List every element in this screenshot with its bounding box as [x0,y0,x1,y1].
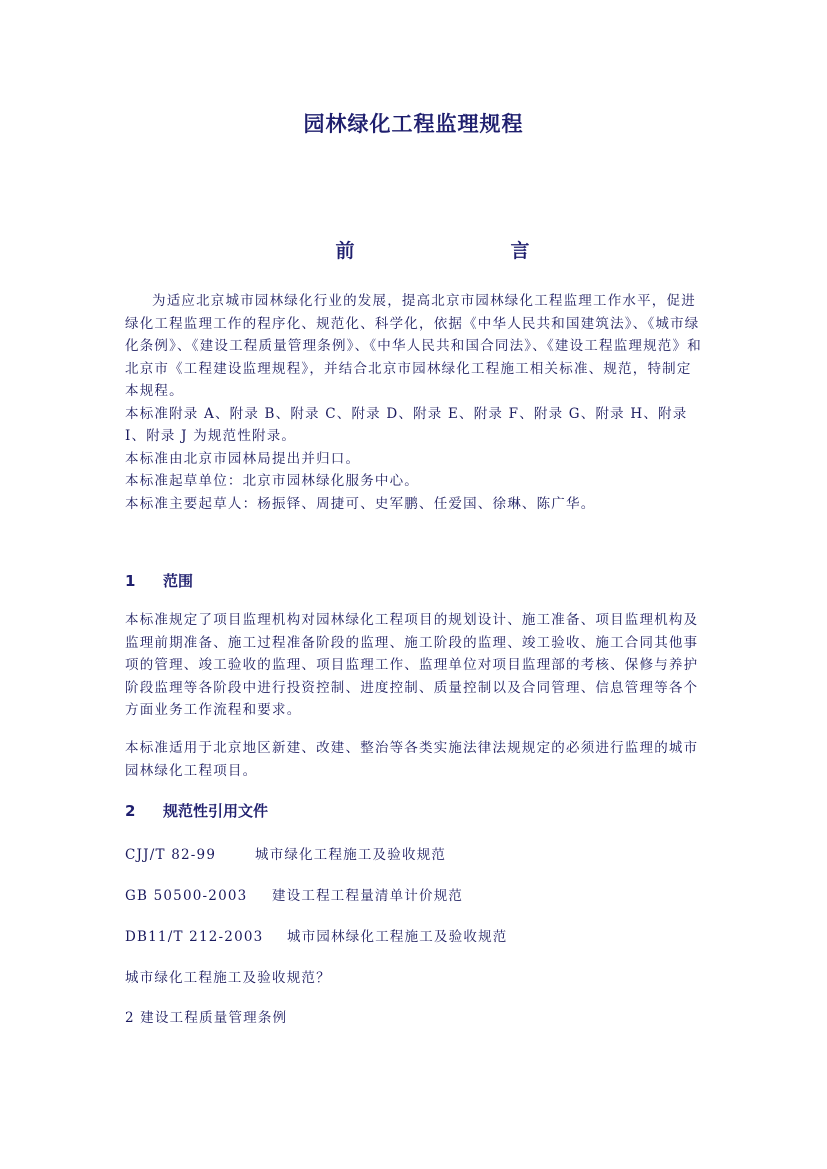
section-2-number: 2 [125,802,136,820]
preface-paragraph: 为适应北京城市园林绿化行业的发展，提高北京市园林绿化工程监理工作水平，促进绿化工程监理工作的程序化、规范化、科学化，依据《中华人民共和国建筑法》、《城市绿化条例》、《建设工程质量管理条例》、《中华人民共和国合同法》、《建设工程监理规范》和北京市《工程建设监理规程》，并结合北京市园林绿化工程施工相关标准、规范，特制定本规程。 [125,293,702,399]
document-title: 园林绿化工程监理规程 [303,112,524,136]
preface-heading-left: 前 [335,240,355,262]
section-1-heading [125,570,193,591]
preface-paragraph: 本标准起草单位：北京市园林绿化服务中心。 [125,473,419,489]
reference-item [125,843,446,863]
preface-paragraph: 本标准附录 A、附录 B、附录 C、附录 D、附录 E、附录 F、附录 G、附录 H、附录 I、附录 J 为规范性附录。 [125,405,688,444]
section-2-heading [125,800,268,821]
reference-item [125,925,508,945]
reference-code: CJJ/T 82-99 [125,847,217,863]
preface-heading-right: 言 [510,240,530,262]
reference-code: GB 50500-2003 [125,888,248,904]
section-1-paragraph: 本标准适用于北京地区新建、改建、整治等各类实施法律法规规定的必须进行监理的城市园林绿化工程项目。 [125,740,699,779]
section-1-title: 范围 [163,572,194,590]
preface-heading [0,236,827,263]
preface-paragraph: 本标准主要起草人：杨振铎、周捷可、史军鹏、任爱国、徐琳、陈广华。 [125,495,596,512]
section-1-number: 1 [125,572,136,590]
preface-body [125,290,705,515]
reference-name: 城市园林绿化工程施工及验收规范 [287,929,508,945]
section-1-body-2 [125,737,705,782]
extra-line: 城市绿化工程施工及验收规范？ [125,970,331,986]
preface-paragraph: 本标准由北京市园林局提出并归口。 [125,450,361,467]
reference-name: 城市绿化工程施工及验收规范 [255,847,447,863]
section-1-body [125,609,705,722]
section-1-paragraph: 本标准规定了项目监理机构对园林绿化工程项目的规划设计、施工准备、项目监理机构及监理前期准备、施工过程准备阶段的监理、施工阶段的监理、竣工验收、施工合同其他事项的管理、竣工验收的监理、项目监理工作、监理单位对项目监理部的考核、保修与养护阶段监理等各阶段中进行投资控制、进度控制、质量控制以及合同管理、信息管理等各个方面业务工作流程和要求。 [125,612,699,718]
reference-item [125,884,463,904]
reference-name: 建设工程工程量清单计价规范 [272,888,464,904]
section-2-title: 规范性引用文件 [163,802,269,820]
extra-line: 2 建设工程质量管理条例 [125,1010,288,1026]
reference-code: DB11/T 212-2003 [125,929,264,945]
